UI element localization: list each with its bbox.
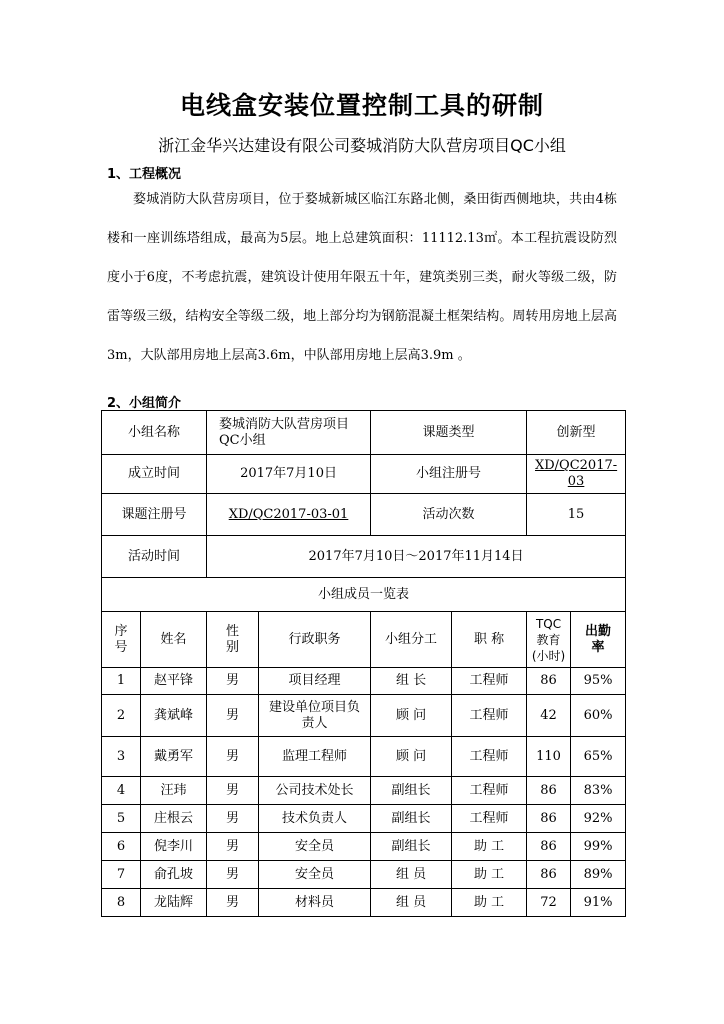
- member-name: 俞孔坡: [141, 861, 207, 889]
- member-name: 戴勇军: [141, 737, 207, 777]
- group-reg-value: XD/QC2017-03: [534, 458, 618, 489]
- member-attendance: 65%: [571, 737, 626, 777]
- member-role: 组 员: [371, 861, 452, 889]
- header-position: 行政职务: [259, 612, 371, 668]
- member-gender: 男: [207, 737, 259, 777]
- member-tqc: 72: [527, 889, 571, 917]
- member-title: 工程师: [452, 695, 527, 737]
- member-attendance: 95%: [571, 668, 626, 695]
- member-gender: 男: [207, 889, 259, 917]
- member-role: 副组长: [371, 833, 452, 861]
- member-gender: 男: [207, 805, 259, 833]
- member-attendance: 89%: [571, 861, 626, 889]
- section-heading-group: 2、小组简介: [107, 396, 182, 411]
- member-position: 监理工程师: [259, 737, 371, 777]
- topic-reg-cell: [207, 494, 371, 536]
- member-row: [102, 833, 626, 861]
- member-title: 助 工: [452, 861, 527, 889]
- member-attendance: 83%: [571, 777, 626, 805]
- document-subtitle: 浙江金华兴达建设有限公司婺城消防大队营房项目QC小组: [158, 136, 566, 155]
- member-position: 材料员: [259, 889, 371, 917]
- member-no: 2: [102, 695, 141, 737]
- topic-reg-value: XD/QC2017-03-01: [228, 506, 349, 522]
- member-gender: 男: [207, 861, 259, 889]
- member-name: 庄根云: [141, 805, 207, 833]
- member-position: 安全员: [259, 833, 371, 861]
- member-role: 顾 问: [371, 737, 452, 777]
- group-reg-label: 小组注册号: [371, 455, 527, 494]
- member-row: [102, 889, 626, 917]
- member-title: 工程师: [452, 805, 527, 833]
- member-role: 顾 问: [371, 695, 452, 737]
- member-role: 组 员: [371, 889, 452, 917]
- header-role: 小组分工: [371, 612, 452, 668]
- topic-reg-label: 课题注册号: [102, 494, 207, 536]
- member-gender: 男: [207, 668, 259, 695]
- info-row-topic-reg: [102, 494, 626, 536]
- section-heading-overview: 1、工程概况: [107, 167, 182, 182]
- info-row-name: [102, 411, 626, 455]
- activity-count-value: 15: [527, 494, 626, 536]
- member-row: [102, 861, 626, 889]
- members-table-title: 小组成员一览表: [102, 578, 626, 612]
- header-attendance: 出勤率: [571, 612, 626, 668]
- member-tqc: 86: [527, 668, 571, 695]
- topic-type-value: 创新型: [527, 411, 626, 455]
- member-no: 8: [102, 889, 141, 917]
- members-title-row: [102, 578, 626, 612]
- header-title: 职 称: [452, 612, 527, 668]
- member-gender: 男: [207, 695, 259, 737]
- activity-count-label: 活动次数: [371, 494, 527, 536]
- member-role: 副组长: [371, 805, 452, 833]
- info-row-activity-time: [102, 536, 626, 578]
- member-tqc: 42: [527, 695, 571, 737]
- group-reg-cell: [527, 455, 626, 494]
- member-gender: 男: [207, 777, 259, 805]
- member-tqc: 110: [527, 737, 571, 777]
- member-row: [102, 777, 626, 805]
- member-attendance: 99%: [571, 833, 626, 861]
- member-title: 助 工: [452, 889, 527, 917]
- founded-label: 成立时间: [102, 455, 207, 494]
- member-position: 公司技术处长: [259, 777, 371, 805]
- header-gender: 性别: [207, 612, 259, 668]
- member-no: 6: [102, 833, 141, 861]
- member-title: 工程师: [452, 777, 527, 805]
- member-gender: 男: [207, 833, 259, 861]
- group-name-label: 小组名称: [102, 411, 207, 455]
- member-row: [102, 695, 626, 737]
- activity-time-label: 活动时间: [102, 536, 207, 578]
- info-row-founded: [102, 455, 626, 494]
- topic-type-label: 课题类型: [371, 411, 527, 455]
- member-title: 工程师: [452, 737, 527, 777]
- member-name: 倪李川: [141, 833, 207, 861]
- member-no: 1: [102, 668, 141, 695]
- member-no: 7: [102, 861, 141, 889]
- member-attendance: 60%: [571, 695, 626, 737]
- member-no: 4: [102, 777, 141, 805]
- member-name: 赵平锋: [141, 668, 207, 695]
- member-role: 组 长: [371, 668, 452, 695]
- member-attendance: 91%: [571, 889, 626, 917]
- member-role: 副组长: [371, 777, 452, 805]
- member-tqc: 86: [527, 861, 571, 889]
- member-no: 5: [102, 805, 141, 833]
- overview-text: 婺城消防大队营房项目，位于婺城新城区临江东路北侧，桑田街西侧地块，共由4栋楼和一座训练塔组成，最高为5层。地上总建筑面积：11112.13㎡。本工程抗震设防烈度小于6度，不考虑抗震，建筑设计使用年限五十年，建筑类别三类，耐火等级二级，防雷等级三级，结构安全等级二级，地上部分均为钢筋混凝土框架结构。周转用房地上层高3m，大队部用房地上层高3.6m，中队部用房地上层高3.9m 。: [107, 192, 617, 363]
- overview-paragraph: [107, 180, 617, 375]
- group-name-value: 婺城消防大队营房项目QC小组: [207, 411, 371, 455]
- member-position: 安全员: [259, 861, 371, 889]
- member-row: [102, 737, 626, 777]
- member-tqc: 86: [527, 833, 571, 861]
- member-name: 龙陆辉: [141, 889, 207, 917]
- member-row: [102, 805, 626, 833]
- member-row: [102, 668, 626, 695]
- activity-time-value: 2017年7月10日～2017年11月14日: [207, 536, 626, 578]
- member-name: 龚斌峰: [141, 695, 207, 737]
- group-info-table: [101, 410, 626, 917]
- document-title: 电线盒安装位置控制工具的研制: [179, 91, 544, 120]
- member-title: 工程师: [452, 668, 527, 695]
- member-tqc: 86: [527, 805, 571, 833]
- members-header-row: [102, 612, 626, 668]
- member-no: 3: [102, 737, 141, 777]
- member-position: 技术负责人: [259, 805, 371, 833]
- member-position: 建设单位项目负责人: [259, 695, 371, 737]
- header-name: 姓名: [141, 612, 207, 668]
- member-name: 汪玮: [141, 777, 207, 805]
- header-tqc: TQC教育(小时): [527, 612, 571, 668]
- member-title: 助 工: [452, 833, 527, 861]
- founded-value: 2017年7月10日: [207, 455, 371, 494]
- member-tqc: 86: [527, 777, 571, 805]
- member-attendance: 92%: [571, 805, 626, 833]
- header-no: 序号: [102, 612, 141, 668]
- member-position: 项目经理: [259, 668, 371, 695]
